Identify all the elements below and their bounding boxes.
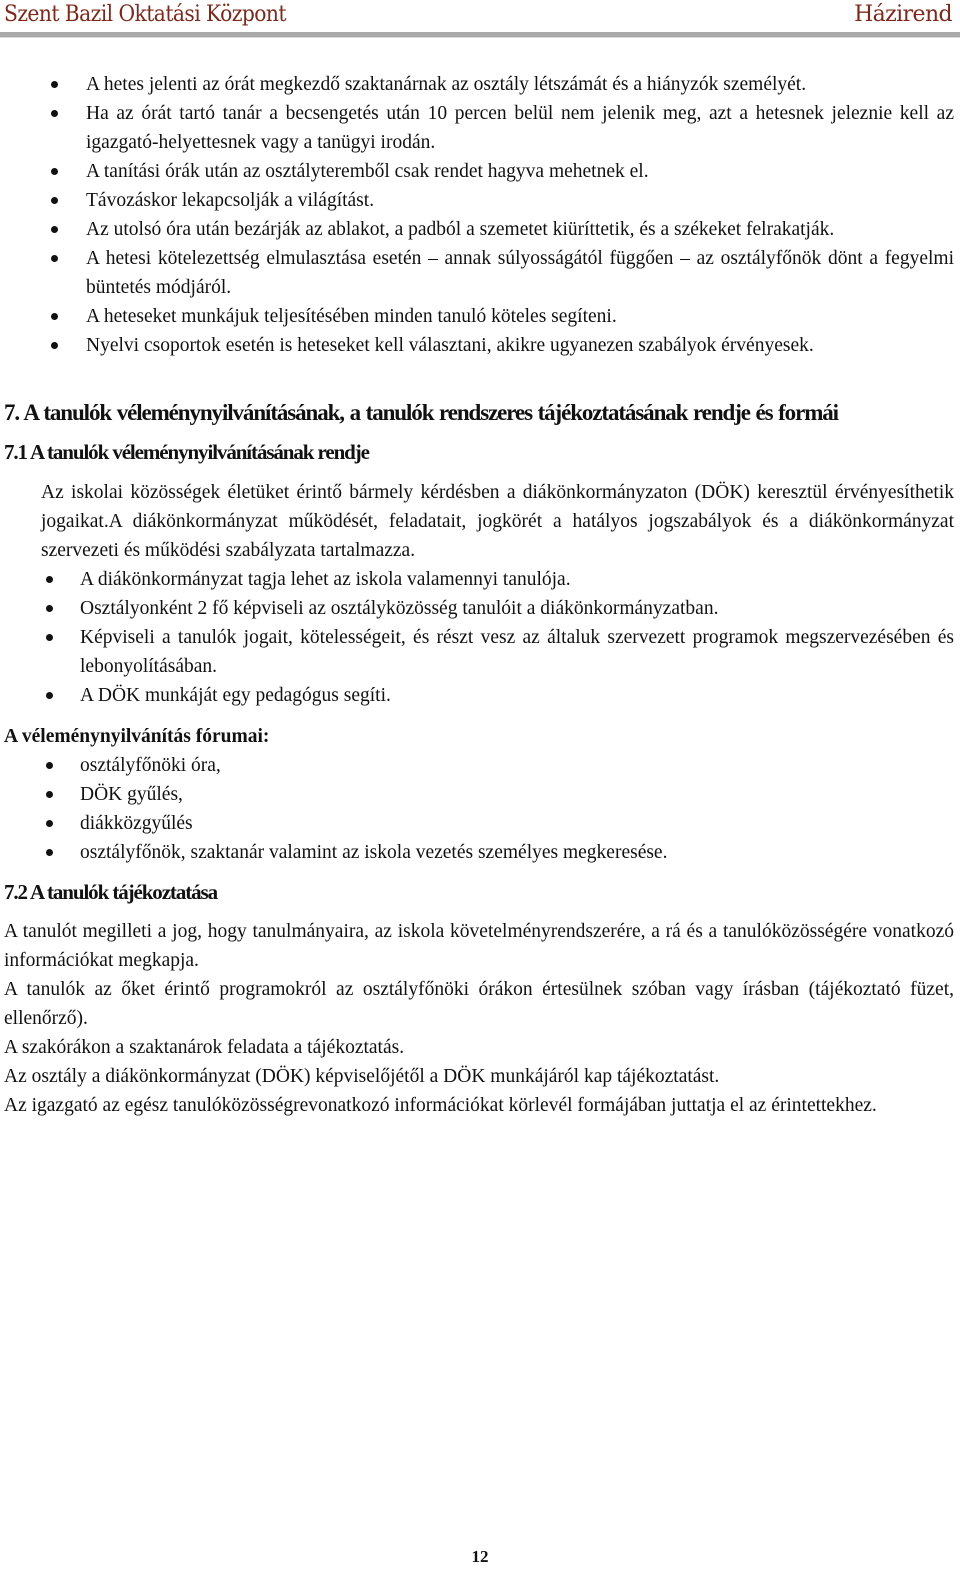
list-item: Ha az órát tartó tanár a becsengetés után 10 percen belül nem jelenik meg, azt a hetesnek jeleznie kell az igazgató-helyettesnek vagy a tanügyi irodán.: [4, 99, 954, 157]
bullet-icon: [51, 110, 58, 117]
bullet-icon: [46, 605, 53, 612]
bullet-icon: [46, 849, 53, 856]
paragraph: A tanulót megilleti a jog, hogy tanulmányaira, az iskola követelményrendszerére, a rá és a tanulóközösségére vonatkozó információkat megkapja.: [4, 921, 954, 971]
page-number: 12: [471, 1547, 489, 1566]
list-item: diákközgyűlés: [4, 809, 954, 838]
bullet-icon: [46, 692, 53, 699]
list-item: DÖK gyűlés,: [4, 780, 954, 809]
document-title: Házirend: [854, 2, 952, 27]
list-item: A tanítási órák után az osztályteremből csak rendet hagyva mehetnek el.: [4, 157, 954, 186]
bullet-icon: [51, 226, 58, 233]
list-item: A hetesi kötelezettség elmulasztása esetén – annak súlyosságától függően – az osztályfőnök dönt a fegyelmi büntetés módjáról.: [4, 244, 954, 302]
bullet-icon: [51, 342, 58, 349]
paragraph: A tanulók az őket érintő programokról az osztályfőnöki órákon értesülnek szóban vagy írásban (tájékoztató füzet, ellenőrző).: [4, 979, 954, 1029]
bullet-icon: [46, 791, 53, 798]
list-item: Távozáskor lekapcsolják a világítást.: [4, 186, 954, 215]
bullet-icon: [51, 197, 58, 204]
bullet-icon: [51, 81, 58, 88]
paragraph: Az osztály a diákönkormányzat (DÖK) képviselőjétől a DÖK munkájáról kap tájékoztatást.: [4, 1066, 720, 1087]
list-item: osztályfőnök, szaktanár valamint az iskola vezetés személyes megkeresése.: [4, 838, 954, 867]
bullet-icon: [46, 762, 53, 769]
list-item: A heteseket munkájuk teljesítésében minden tanuló köteles segíteni.: [4, 302, 954, 331]
list-item: Nyelvi csoportok esetén is heteseket kell választani, akikre ugyanezen szabályok érvényesek.: [4, 331, 954, 360]
dok-intro-paragraph: Az iskolai közösségek életüket érintő bármely kérdésben a diákönkormányzaton (DÖK) keresztül érvényesíthetik jogaikat.A diákönkormányzat működését, feladatait, jogkörét a hatályos jogszabályok és a diákönkormányzat szervezeti és működési szabályzata tartalmazza.: [41, 482, 954, 561]
bullet-icon: [51, 255, 58, 262]
bullet-icon: [46, 576, 53, 583]
list-item: A DÖK munkáját egy pedagógus segíti.: [4, 681, 954, 710]
bullet-icon: [51, 168, 58, 175]
list-item: Képviseli a tanulók jogait, kötelességeit, és részt vesz az általuk szervezett programok megszervezésében és lebonyolításában.: [4, 623, 954, 681]
bullet-icon: [51, 313, 58, 320]
section-7-2-heading: 7.2 A tanulók tájékoztatása: [4, 880, 217, 904]
header-rule-thin: [0, 37, 960, 38]
list-item: Osztályonként 2 fő képviseli az osztályközösség tanulóit a diákönkormányzatban.: [4, 594, 954, 623]
weekly-duty-list: [4, 70, 954, 360]
forum-list: [4, 751, 954, 867]
information-paragraphs: [4, 917, 954, 1120]
list-item: Az utolsó óra után bezárják az ablakot, a padból a szemetet kiüríttetik, és a székeket felrakatják.: [4, 215, 954, 244]
section-7-1-heading: 7.1 A tanulók véleménynyilvánításának rendje: [4, 440, 369, 464]
page-header: [0, 0, 960, 40]
page-content: [4, 70, 954, 1120]
list-item: A diákönkormányzat tagja lehet az iskola valamennyi tanulója.: [4, 565, 954, 594]
school-name: Szent Bazil Oktatási Központ: [4, 2, 286, 27]
list-item: A hetes jelenti az órát megkezdő szaktanárnak az osztály létszámát és a hiányzók személyét.: [4, 70, 954, 99]
bullet-icon: [46, 634, 53, 641]
paragraph: A szakórákon a szaktanárok feladata a tájékoztatás.: [4, 1037, 405, 1058]
dok-list: [4, 565, 954, 710]
list-item: osztályfőnöki óra,: [4, 751, 954, 780]
bullet-icon: [46, 820, 53, 827]
section-7-heading: 7. A tanulók véleménynyilvánításának, a tanulók rendszeres tájékoztatásának rendje és formái: [4, 400, 838, 425]
paragraph: Az igazgató az egész tanulóközösségrevonatkozó információkat körlevél formájában juttatja el az érintettekhez.: [4, 1095, 877, 1116]
forum-title: A véleménynyilvánítás fórumai:: [4, 726, 270, 747]
